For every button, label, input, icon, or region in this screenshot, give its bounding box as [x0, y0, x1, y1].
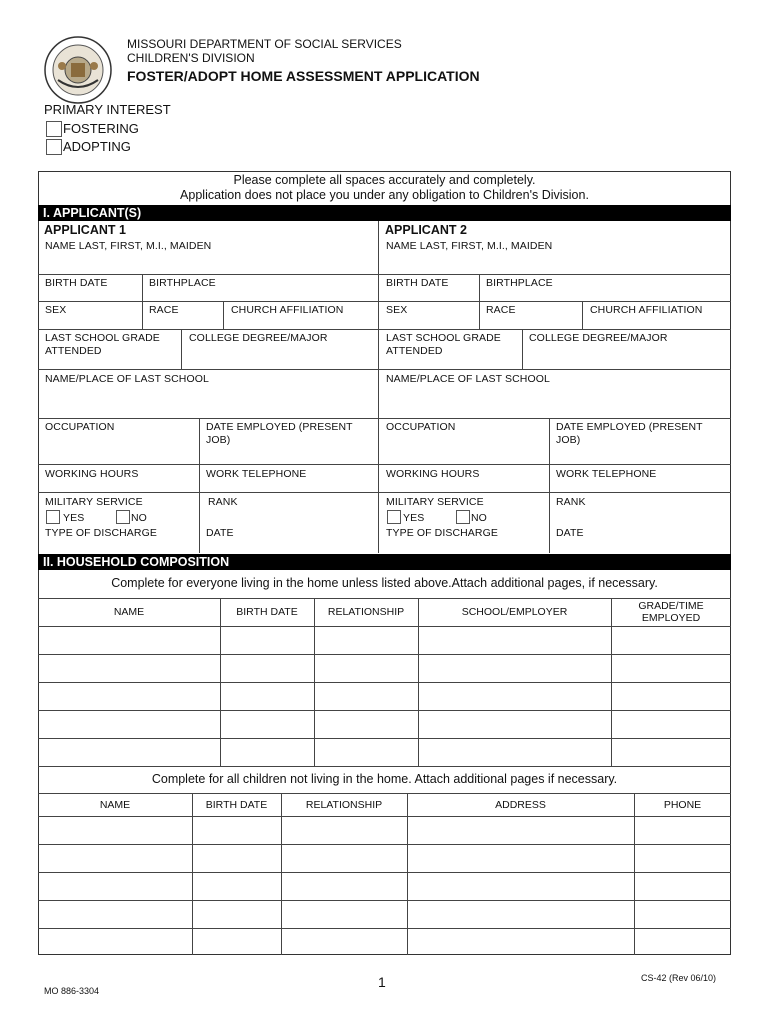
page-number: 1	[378, 974, 386, 990]
out-home-col-address: ADDRESS	[495, 799, 546, 811]
applicant-2-discharge-label: TYPE OF DISCHARGE	[386, 527, 498, 539]
rule	[38, 329, 731, 330]
applicant-1-birth-date-label: BIRTH DATE	[45, 277, 108, 289]
applicant-2-working-hours-label: WORKING HOURS	[386, 468, 480, 480]
applicant-1-last-school-label: NAME/PLACE OF LAST SCHOOL	[45, 373, 209, 385]
applicant-1-name-label: NAME LAST, FIRST, M.I., MAIDEN	[45, 240, 212, 252]
divider	[199, 418, 200, 553]
in-home-col-grade-time: GRADE/TIME EMPLOYED	[638, 600, 704, 624]
applicant-1-birthplace-label: BIRTHPLACE	[149, 277, 216, 289]
in-home-col-birth-date: BIRTH DATE	[236, 606, 298, 618]
applicant-2-last-school-label: NAME/PLACE OF LAST SCHOOL	[386, 373, 550, 385]
applicant-2-heading: APPLICANT 2	[385, 223, 467, 237]
out-home-col-name: NAME	[99, 799, 131, 811]
out-home-row-3[interactable]	[39, 873, 191, 899]
primary-interest-label: PRIMARY INTEREST	[44, 102, 171, 117]
section-1-header: I. APPLICANT(S)	[38, 205, 731, 221]
state-seal-icon	[44, 36, 112, 104]
divider	[223, 301, 224, 329]
in-home-row-3[interactable]	[39, 683, 219, 709]
fostering-checkbox[interactable]	[46, 121, 62, 137]
applicant-1-military-no-checkbox[interactable]	[116, 510, 130, 524]
applicant-2-church-label: CHURCH AFFILIATION	[590, 304, 703, 316]
out-home-row-2[interactable]	[39, 845, 191, 871]
department-name: MISSOURI DEPARTMENT OF SOCIAL SERVICES	[127, 37, 402, 51]
adopting-label: ADOPTING	[63, 139, 131, 154]
rule	[38, 492, 731, 493]
rule	[38, 766, 731, 767]
divider	[418, 598, 419, 766]
divider	[634, 793, 635, 955]
in-home-instruction: Complete for everyone living in the home unless listed above.Attach additional pages, if necessary.	[111, 576, 658, 590]
applicant-1-college-label: COLLEGE DEGREE/MAJOR	[189, 332, 328, 344]
form-number: MO 886-3304	[44, 986, 100, 996]
divider	[407, 793, 408, 955]
applicant-2-rank-label: RANK	[556, 496, 586, 508]
out-home-row-1[interactable]	[39, 817, 191, 843]
applicant-2-birthplace-label: BIRTHPLACE	[486, 277, 553, 289]
applicant-2-date-employed-label: DATE EMPLOYED (PRESENT JOB)	[556, 421, 703, 446]
applicant-2-grade-label: LAST SCHOOL GRADE ATTENDED	[386, 332, 501, 357]
applicant-1-work-phone-label: WORK TELEPHONE	[206, 468, 307, 480]
divider	[314, 598, 315, 766]
in-home-col-name: NAME	[113, 606, 145, 618]
out-home-instruction: Complete for all children not living in the home. Attach additional pages if necessary.	[151, 772, 618, 786]
rule	[38, 464, 731, 465]
form-title: FOSTER/ADOPT HOME ASSESSMENT APPLICATION	[127, 68, 480, 84]
applicant-2-military-label: MILITARY SERVICE	[386, 496, 484, 508]
applicant-1-heading: APPLICANT 1	[44, 223, 126, 237]
applicant-2-birth-date-label: BIRTH DATE	[386, 277, 449, 289]
out-home-col-relationship: RELATIONSHIP	[305, 799, 383, 811]
applicant-1-date-label: DATE	[206, 527, 234, 539]
divider	[142, 301, 143, 329]
applicant-1-working-hours-label: WORKING HOURS	[45, 468, 139, 480]
applicant-2-work-phone-label: WORK TELEPHONE	[556, 468, 657, 480]
applicant-divider	[378, 221, 379, 553]
rule	[38, 598, 731, 599]
applicant-2-yes-label: YES	[403, 512, 425, 524]
applicant-1-no-label: NO	[131, 512, 147, 524]
rule	[38, 369, 731, 370]
out-home-col-birth-date: BIRTH DATE	[205, 799, 268, 811]
in-home-col-school-employer: SCHOOL/EMPLOYER	[461, 606, 568, 618]
instruction-line-1: Please complete all spaces accurately and completely.	[233, 173, 536, 187]
applicant-1-grade-label: LAST SCHOOL GRADE ATTENDED	[45, 332, 160, 357]
in-home-row-5[interactable]	[39, 739, 219, 765]
applicant-1-military-label: MILITARY SERVICE	[45, 496, 143, 508]
applicant-1-church-label: CHURCH AFFILIATION	[231, 304, 344, 316]
applicant-1-military-yes-checkbox[interactable]	[46, 510, 60, 524]
section-2-header: II. HOUSEHOLD COMPOSITION	[38, 554, 731, 570]
division-name: CHILDREN'S DIVISION	[127, 51, 255, 65]
rule	[38, 418, 731, 419]
applicant-2-military-no-checkbox[interactable]	[456, 510, 470, 524]
divider	[549, 418, 550, 553]
applicant-2-college-label: COLLEGE DEGREE/MAJOR	[529, 332, 668, 344]
divider	[281, 793, 282, 955]
out-home-col-phone: PHONE	[663, 799, 702, 811]
fostering-label: FOSTERING	[63, 121, 139, 136]
adopting-checkbox[interactable]	[46, 139, 62, 155]
applicant-1-occupation-label: OCCUPATION	[45, 421, 115, 433]
divider	[142, 274, 143, 301]
in-home-row-2[interactable]	[39, 655, 219, 681]
applicant-1-discharge-label: TYPE OF DISCHARGE	[45, 527, 157, 539]
applicant-1-race-label: RACE	[149, 304, 179, 316]
divider	[582, 301, 583, 329]
divider	[522, 329, 523, 369]
divider	[611, 598, 612, 766]
rule	[38, 793, 731, 794]
applicant-2-race-label: RACE	[486, 304, 516, 316]
applicant-2-occupation-label: OCCUPATION	[386, 421, 456, 433]
applicant-2-name-label: NAME LAST, FIRST, M.I., MAIDEN	[386, 240, 553, 252]
applicant-2-sex-label: SEX	[386, 304, 408, 316]
applicant-2-no-label: NO	[471, 512, 487, 524]
applicant-1-yes-label: YES	[63, 512, 85, 524]
in-home-row-1[interactable]	[39, 627, 219, 653]
in-home-row-4[interactable]	[39, 711, 219, 737]
revision-code: CS-42 (Rev 06/10)	[641, 973, 717, 983]
divider	[479, 301, 480, 329]
applicant-2-military-yes-checkbox[interactable]	[387, 510, 401, 524]
divider	[220, 598, 221, 766]
divider	[479, 274, 480, 301]
applicant-1-sex-label: SEX	[45, 304, 67, 316]
instruction-line-2: Application does not place you under any obligation to Children's Division.	[180, 188, 589, 202]
out-home-row-4[interactable]	[39, 901, 191, 927]
out-home-row-5[interactable]	[39, 929, 191, 954]
divider	[192, 793, 193, 955]
in-home-col-relationship: RELATIONSHIP	[327, 606, 405, 618]
applicant-1-rank-label: RANK	[208, 496, 238, 508]
divider	[181, 329, 182, 369]
applicant-2-date-label: DATE	[556, 527, 584, 539]
applicant-1-date-employed-label: DATE EMPLOYED (PRESENT JOB)	[206, 421, 353, 446]
